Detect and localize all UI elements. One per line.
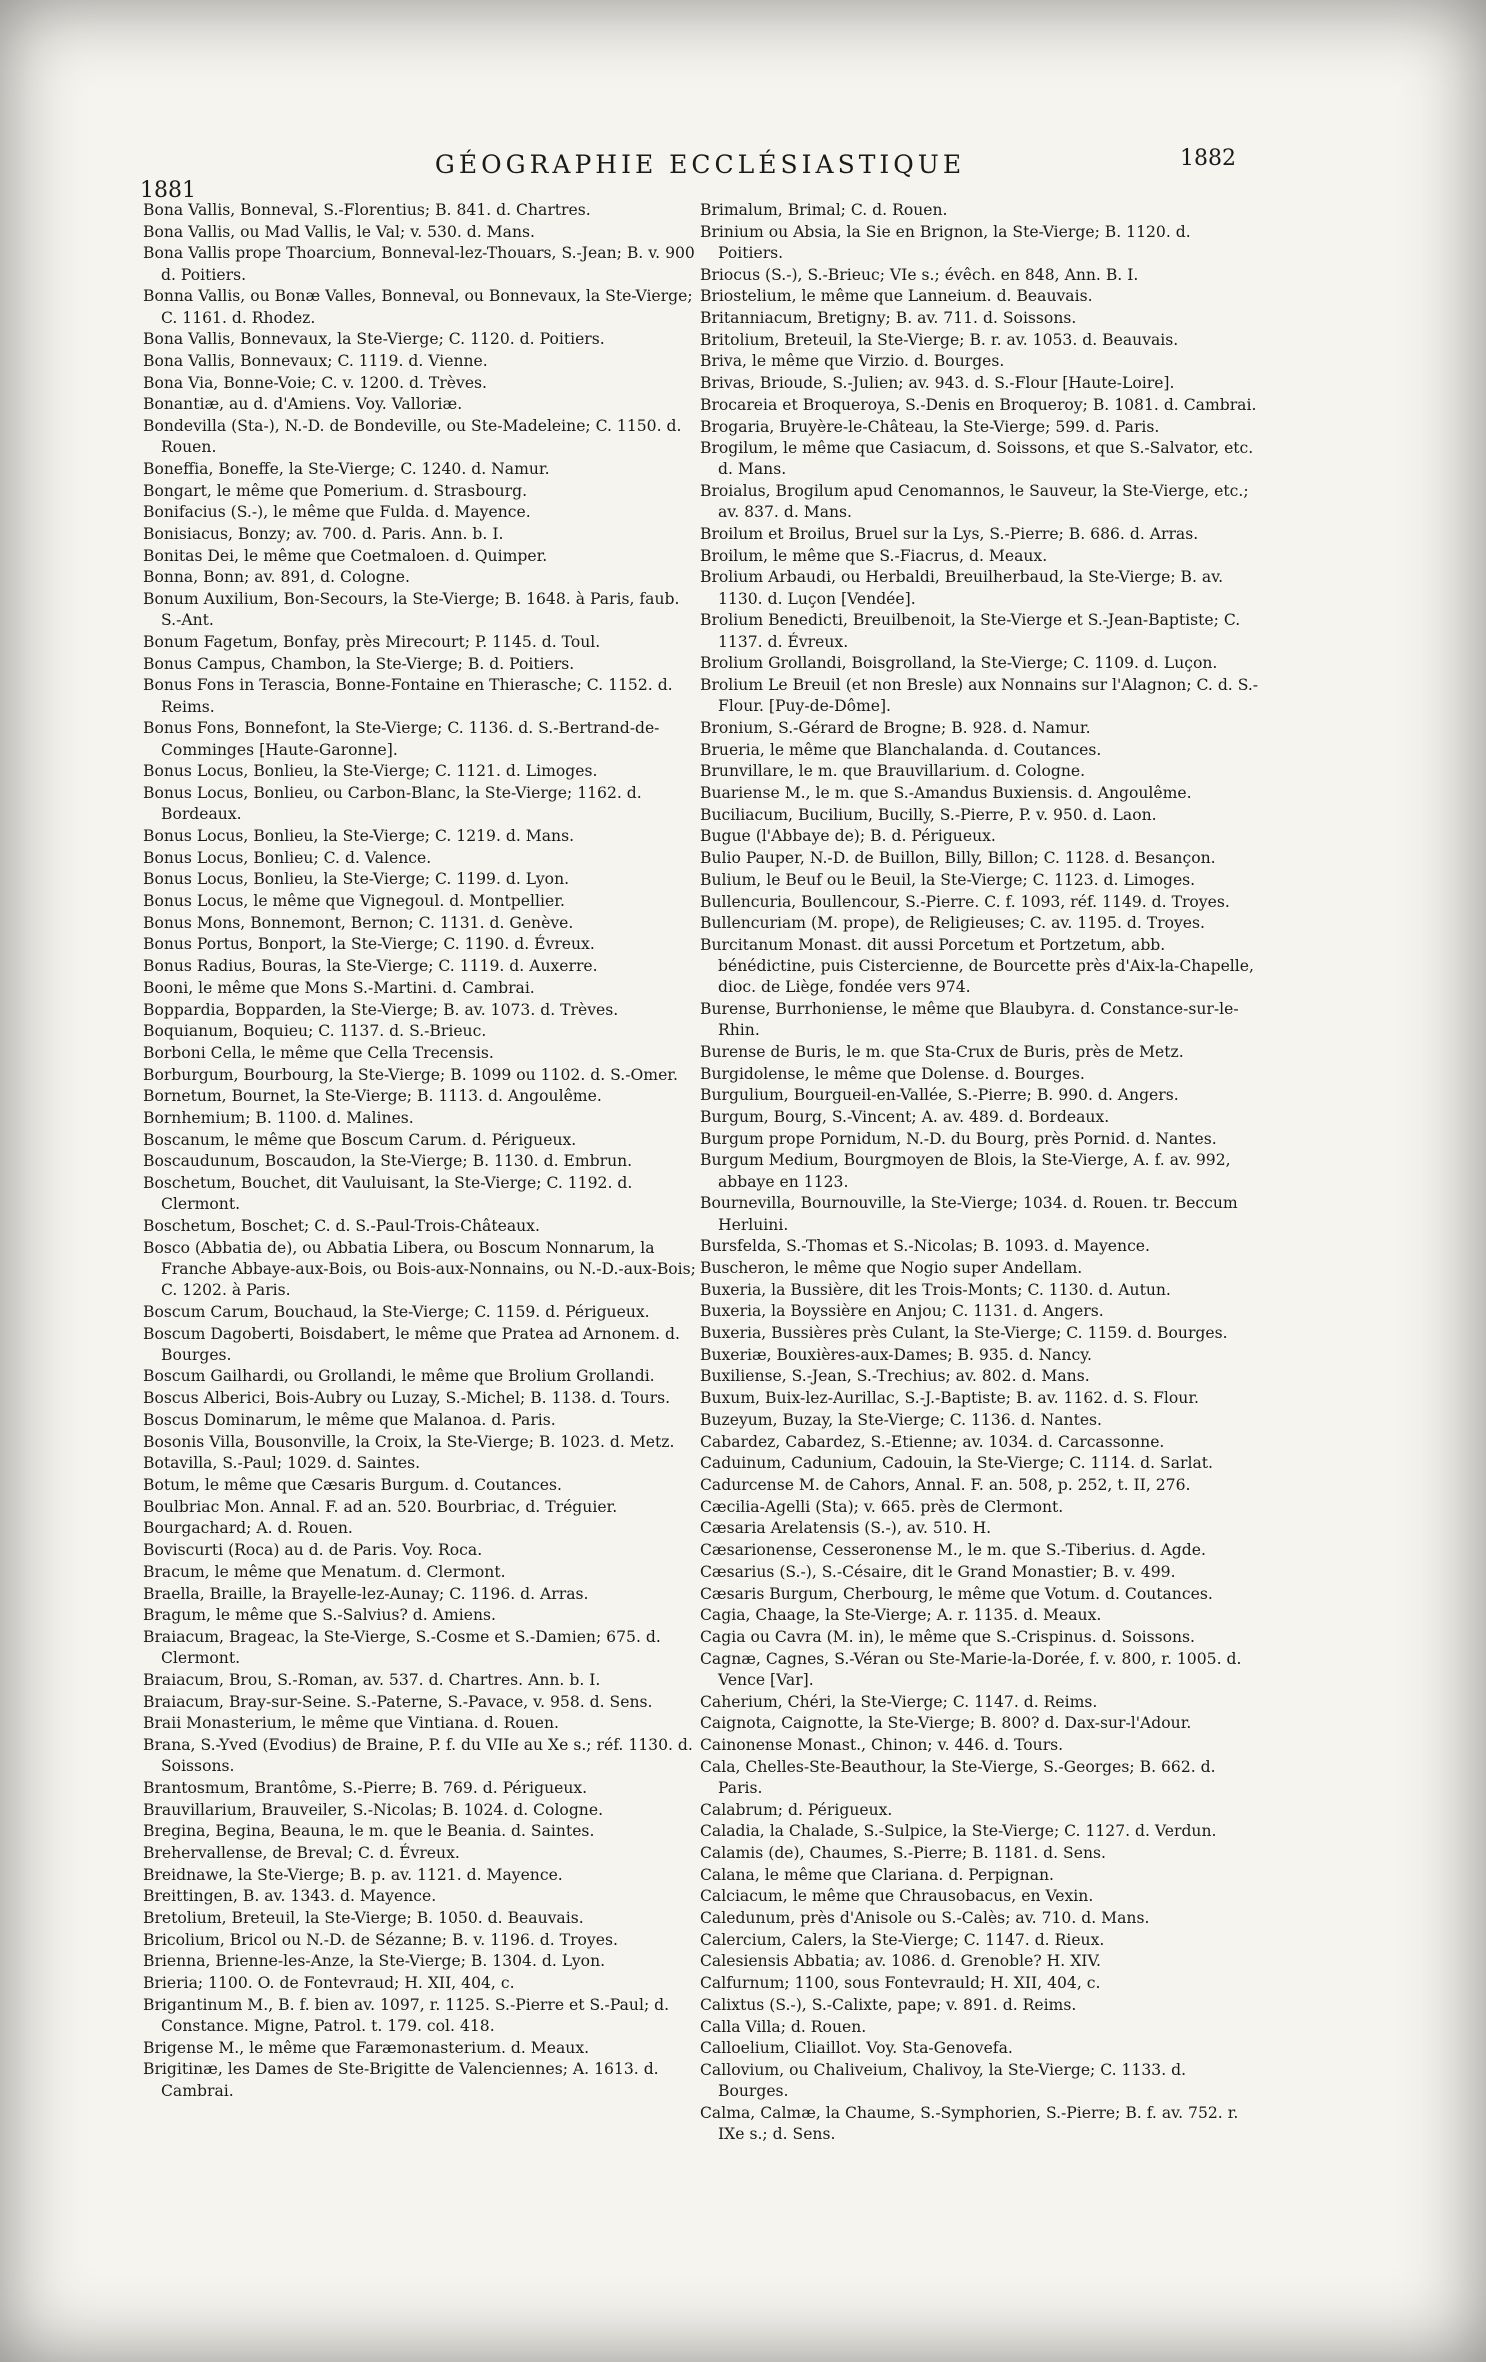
- dictionary-entry: Brinium ou Absia, la Sie en Brignon, la Ste-Vierge; B. 1120. d. Poitiers.: [700, 222, 1191, 262]
- dictionary-entry: Boscus Alberici, Bois-Aubry ou Luzay, S.-Michel; B. 1138. d. Tours.: [143, 1389, 671, 1408]
- dictionary-entry: Calabrum; d. Périgueux.: [700, 1800, 893, 1819]
- dictionary-entry: Braiacum, Brageac, la Ste-Vierge, S.-Cosme et S.-Damien; 675. d. Clermont.: [143, 1627, 661, 1668]
- dictionary-entry: Buxeria, la Bussière, dit les Trois-Monts; C. 1130. d. Autun.: [700, 1280, 1171, 1299]
- dictionary-entry: Bona Vallis, ou Mad Vallis, le Val; v. 530. d. Mans.: [143, 222, 535, 241]
- dictionary-entry: Borboni Cella, le même que Cella Trecensis.: [143, 1043, 494, 1062]
- dictionary-entry: Bonna, Bonn; av. 891, d. Cologne.: [143, 568, 410, 587]
- dictionary-entry: Bulio Pauper, N.-D. de Buillon, Billy, Billon; C. 1128. d. Besançon.: [700, 849, 1216, 868]
- dictionary-entry: Brienna, Brienne-les-Anze, la Ste-Vierge; B. 1304. d. Lyon.: [143, 1952, 606, 1971]
- dictionary-entry: Buxeria, la Boyssière en Anjou; C. 1131. d. Angers.: [700, 1302, 1104, 1321]
- dictionary-entry: Bullencuria, Boullencour, S.-Pierre. C. f. 1093, réf. 1149. d. Troyes.: [700, 892, 1230, 911]
- dictionary-entry: Bonus Fons in Terascia, Bonne-Fontaine en Thierasche; C. 1152. d. Reims.: [143, 676, 673, 716]
- dictionary-entry: Burgum Medium, Bourgmoyen de Blois, la Ste-Vierge, A. f. av. 992, abbaye en 1123.: [700, 1151, 1231, 1191]
- dictionary-entry: Cagia, Chaage, la Ste-Vierge; A. r. 1135. d. Meaux.: [700, 1606, 1102, 1625]
- dictionary-entry: Brieria; 1100. O. de Fontevraud; H. XII, 404, c.: [143, 1974, 515, 1993]
- dictionary-entry: Caladia, la Chalade, S.-Sulpice, la Ste-Vierge; C. 1127. d. Verdun.: [700, 1822, 1217, 1841]
- dictionary-entry: Boscum Carum, Bouchaud, la Ste-Vierge; C. 1159. d. Périgueux.: [143, 1302, 650, 1321]
- dictionary-entry: Bonus Fons, Bonnefont, la Ste-Vierge; C. 1136. d. S.-Bertrand-de-Comminges [Haute-Garonne].: [143, 719, 660, 759]
- dictionary-entry: Bonus Locus, Bonlieu, la Ste-Vierge; C. 1199. d. Lyon.: [143, 870, 570, 889]
- dictionary-entry: Braella, Braille, la Brayelle-lez-Aunay; C. 1196. d. Arras.: [143, 1584, 589, 1603]
- dictionary-entry: Buxeria, Bussières près Culant, la Ste-Vierge; C. 1159. d. Bourges.: [700, 1324, 1228, 1343]
- dictionary-entry: Bona Vallis, Bonnevaux; C. 1119. d. Vienne.: [143, 351, 488, 370]
- dictionary-entry: Britolium, Breteuil, la Ste-Vierge; B. r. av. 1053. d. Beauvais.: [700, 330, 1179, 349]
- dictionary-entry: Bursfelda, S.-Thomas et S.-Nicolas; B. 1093. d. Mayence.: [700, 1237, 1150, 1256]
- dictionary-entry: Buscheron, le même que Nogio super Andellam.: [700, 1258, 1083, 1277]
- dictionary-entry: Bregina, Begina, Beauna, le m. que le Beania. d. Saintes.: [143, 1822, 595, 1841]
- dictionary-entry: Burgum, Bourg, S.-Vincent; A. av. 489. d. Bordeaux.: [700, 1108, 1110, 1127]
- dictionary-entry: Buxum, Buix-lez-Aurillac, S.-J.-Baptiste; B. av. 1162. d. S. Flour.: [700, 1389, 1200, 1408]
- dictionary-entry: Cæcilia-Agelli (Sta); v. 665. près de Clermont.: [700, 1497, 1064, 1516]
- dictionary-entry: Brunvillare, le m. que Brauvillarium. d. Cologne.: [700, 762, 1086, 781]
- dictionary-entry: Bonantiæ, au d. d'Amiens. Voy. Valloriæ.: [143, 395, 463, 414]
- dictionary-entry: Bona Vallis, Bonneval, S.-Florentius; B. 841. d. Chartres.: [143, 201, 591, 219]
- dictionary-entry: Caduinum, Cadunium, Cadouin, la Ste-Vierge; C. 1114. d. Sarlat.: [700, 1454, 1213, 1473]
- dictionary-entry: Bonum Fagetum, Bonfay, près Mirecourt; P. 1145. d. Toul.: [143, 633, 601, 652]
- dictionary-entry: Cabardez, Cabardez, S.-Etienne; av. 1034. d. Carcassonne.: [700, 1432, 1165, 1451]
- dictionary-entry: Briostelium, le même que Lanneium. d. Beauvais.: [700, 287, 1093, 306]
- dictionary-entry: Boviscurti (Roca) au d. de Paris. Voy. Roca.: [143, 1541, 483, 1560]
- dictionary-entry: Boscum Gailhardi, ou Grollandi, le même que Brolium Grollandi.: [143, 1367, 655, 1386]
- dictionary-entry: Bonisiacus, Bonzy; av. 700. d. Paris. Ann. b. I.: [143, 525, 504, 544]
- dictionary-entry: Bronium, S.-Gérard de Brogne; B. 928. d. Namur.: [700, 718, 1091, 737]
- dictionary-entry: Burgidolense, le même que Dolense. d. Bourges.: [700, 1064, 1085, 1083]
- dictionary-entry: Bosco (Abbatia de), ou Abbatia Libera, ou Boscum Nonnarum, la Franche Abbaye-aux-Bois, ou Bois-aux-Nonnains, ou N.-D.-aux-Bois; C. 1202. à Paris.: [143, 1238, 696, 1300]
- dictionary-entry: Calercium, Calers, la Ste-Vierge; C. 1147. d. Rieux.: [700, 1930, 1105, 1949]
- dictionary-entry: Bondevilla (Sta-), N.-D. de Bondeville, ou Ste-Madeleine; C. 1150. d. Rouen.: [143, 417, 682, 457]
- dictionary-entry: Buxiliense, S.-Jean, S.-Trechius; av. 802. d. Mans.: [700, 1367, 1090, 1386]
- dictionary-entry: Boschetum, Bouchet, dit Vauluisant, la Ste-Vierge; C. 1192. d. Clermont.: [143, 1174, 633, 1214]
- dictionary-entry: Brigense M., le même que Faræmonasterium. d. Meaux.: [143, 2038, 590, 2057]
- dictionary-entry: Broilum et Broilus, Bruel sur la Lys, S.-Pierre; B. 686. d. Arras.: [700, 525, 1199, 544]
- dictionary-entry: Boscaudunum, Boscaudon, la Ste-Vierge; B. 1130. d. Embrun.: [143, 1152, 633, 1171]
- dictionary-entry: Broialus, Brogilum apud Cenomannos, le Sauveur, la Ste-Vierge, etc.; av. 837. d. Mans.: [700, 482, 1249, 522]
- dictionary-entry: Brana, S.-Yved (Evodius) de Braine, P. f. du VIIe au Xe s.; réf. 1130. d. Soissons.: [143, 1735, 693, 1776]
- dictionary-entry: Botavilla, S.-Paul; 1029. d. Saintes.: [143, 1454, 421, 1473]
- dictionary-entry: Brogaria, Bruyère-le-Château, la Ste-Vierge; 599. d. Paris.: [700, 417, 1160, 436]
- dictionary-entry: Brolium Grollandi, Boisgrolland, la Ste-Vierge; C. 1109. d. Luçon.: [700, 654, 1218, 673]
- dictionary-entry: Bracum, le même que Menatum. d. Clermont.: [143, 1562, 506, 1581]
- dictionary-entry: Brolium Benedicti, Breuilbenoit, la Ste-Vierge et S.-Jean-Baptiste; C. 1137. d. Évreux.: [700, 611, 1241, 651]
- dictionary-entry: Brantosmum, Brantôme, S.-Pierre; B. 769. d. Périgueux.: [143, 1778, 588, 1797]
- dictionary-entry: Bornhemium; B. 1100. d. Malines.: [143, 1109, 414, 1128]
- dictionary-entry: Boneffia, Boneffe, la Ste-Vierge; C. 1240. d. Namur.: [143, 459, 550, 478]
- dictionary-entry: Bonum Auxilium, Bon-Secours, la Ste-Vierge; B. 1648. à Paris, faub. S.-Ant.: [143, 590, 680, 630]
- dictionary-entry: Brigantinum M., B. f. bien av. 1097, r. 1125. S.-Pierre et S.-Paul; d. Constance. Migne, Patrol. t. 179. col. 418.: [143, 1995, 670, 2036]
- dictionary-entry: Breittingen, B. av. 1343. d. Mayence.: [143, 1887, 437, 1906]
- dictionary-entry: Brehervallense, de Breval; C. d. Évreux.: [143, 1843, 460, 1862]
- dictionary-entry: Calma, Calmæ, la Chaume, S.-Symphorien, S.-Pierre; B. f. av. 752. r. IXe s.; d. Sens.: [700, 2103, 1239, 2144]
- dictionary-entry: Calana, le même que Clariana. d. Perpignan.: [700, 1865, 1055, 1884]
- dictionary-entry: Caledunum, près d'Anisole ou S.-Calès; av. 710. d. Mans.: [700, 1909, 1150, 1928]
- dictionary-entry: Boppardia, Bopparden, la Ste-Vierge; B. av. 1073. d. Trèves.: [143, 1000, 619, 1019]
- dictionary-entry: Bonus Campus, Chambon, la Ste-Vierge; B. d. Poitiers.: [143, 654, 575, 673]
- dictionary-entry: Bretolium, Breteuil, la Ste-Vierge; B. 1050. d. Beauvais.: [143, 1909, 584, 1928]
- dictionary-entry: Botum, le même que Cæsaris Burgum. d. Coutances.: [143, 1475, 562, 1494]
- dictionary-entry: Burense de Buris, le m. que Sta-Crux de Buris, près de Metz.: [700, 1042, 1184, 1061]
- dictionary-entry: Bonus Radius, Bouras, la Ste-Vierge; C. 1119. d. Auxerre.: [143, 957, 598, 976]
- dictionary-entry: Bonifacius (S.-), le même que Fulda. d. Mayence.: [143, 503, 531, 522]
- dictionary-entry: Callovium, ou Chaliveium, Chalivoy, la Ste-Vierge; C. 1133. d. Bourges.: [700, 2060, 1187, 2101]
- dictionary-entry: Braii Monasterium, le même que Vintiana. d. Rouen.: [143, 1714, 560, 1733]
- dictionary-entry: Burcitanum Monast. dit aussi Porcetum et Portzetum, abb. bénédictine, puis Cistercienne, de Bourcette près d'Aix-la-Chapelle, dioc. de Liège, fondée vers 974.: [700, 935, 1254, 997]
- dictionary-entry: Bullencuriam (M. prope), de Religieuses; C. av. 1195. d. Troyes.: [700, 914, 1205, 933]
- dictionary-entry: Bona Vallis, Bonnevaux, la Ste-Vierge; C. 1120. d. Poitiers.: [143, 330, 605, 349]
- dictionary-entry: Brivas, Brioude, S.-Julien; av. 943. d. S.-Flour [Haute-Loire].: [700, 374, 1175, 393]
- dictionary-entry: Bournevilla, Bournouville, la Ste-Vierge; 1034. d. Rouen. tr. Beccum Herluini.: [700, 1194, 1238, 1234]
- dictionary-entry: Briocus (S.-), S.-Brieuc; VIe s.; évêch. en 848, Ann. B. I.: [700, 265, 1139, 284]
- dictionary-entry: Booni, le même que Mons S.-Martini. d. Cambrai.: [143, 978, 535, 997]
- dictionary-entry: Cæsaris Burgum, Cherbourg, le même que Votum. d. Coutances.: [700, 1584, 1213, 1603]
- dictionary-entry: Buxeriæ, Bouxières-aux-Dames; B. 935. d. Nancy.: [700, 1345, 1092, 1364]
- dictionary-entry: Bonus Locus, Bonlieu; C. d. Valence.: [143, 848, 432, 867]
- dictionary-entry: Bragum, le même que S.-Salvius? d. Amiens.: [143, 1606, 496, 1625]
- dictionary-entry: Calla Villa; d. Rouen.: [700, 2017, 867, 2036]
- dictionary-entry: Boulbriac Mon. Annal. F. ad an. 520. Bourbriac, d. Tréguier.: [143, 1497, 618, 1516]
- dictionary-entry: Bona Vallis prope Thoarcium, Bonneval-lez-Thouars, S.-Jean; B. v. 900 d. Poitiers.: [143, 244, 695, 284]
- dictionary-entry: Bornetum, Bournet, la Ste-Vierge; B. 1113. d. Angoulême.: [143, 1087, 602, 1106]
- dictionary-entry: Brigitinæ, les Dames de Ste-Brigitte de Valenciennes; A. 1613. d. Cambrai.: [143, 2060, 659, 2100]
- dictionary-entry: Bonus Portus, Bonport, la Ste-Vierge; C. 1190. d. Évreux.: [143, 935, 595, 954]
- dictionary-entry: Bulium, le Beuf ou le Beuil, la Ste-Vierge; C. 1123. d. Limoges.: [700, 870, 1196, 889]
- dictionary-entry: Cainonense Monast., Chinon; v. 446. d. Tours.: [700, 1735, 1064, 1754]
- right-page-number: 1882: [1180, 146, 1236, 171]
- dictionary-entry: Boscum Dagoberti, Boisdabert, le même que Pratea ad Arnonem. d. Bourges.: [143, 1324, 680, 1364]
- dictionary-entry: Briva, le même que Virzio. d. Bourges.: [700, 352, 1005, 371]
- left-column: [143, 200, 698, 2102]
- dictionary-entry: Buciliacum, Bucilium, Bucilly, S.-Pierre, P. v. 950. d. Laon.: [700, 805, 1157, 824]
- dictionary-entry: Calesiensis Abbatia; av. 1086. d. Grenoble? H. XIV.: [700, 1952, 1101, 1971]
- dictionary-entry: Brueria, le même que Blanchalanda. d. Coutances.: [700, 740, 1102, 759]
- running-title: GÉOGRAPHIE ECCLÉSIASTIQUE: [434, 150, 966, 179]
- dictionary-entry: Britanniacum, Bretigny; B. av. 711. d. Soissons.: [700, 309, 1077, 328]
- dictionary-entry: Cæsarius (S.-), S.-Césaire, dit le Grand Monastier; B. v. 499.: [700, 1562, 1176, 1581]
- dictionary-entry: Calciacum, le même que Chrausobacus, en Vexin.: [700, 1887, 1094, 1906]
- dictionary-entry: Brogilum, le même que Casiacum, d. Soissons, et que S.-Salvator, etc. d. Mans.: [700, 439, 1254, 479]
- dictionary-entry: Braiacum, Bray-sur-Seine. S.-Paterne, S.-Pavace, v. 958. d. Sens.: [143, 1692, 653, 1711]
- dictionary-entry: Bonus Locus, Bonlieu, ou Carbon-Blanc, la Ste-Vierge; 1162. d. Bordeaux.: [143, 783, 642, 824]
- dictionary-entry: Brolium Arbaudi, ou Herbaldi, Breuilherbaud, la Ste-Vierge; B. av. 1130. d. Luçon [Vendée].: [700, 568, 1224, 608]
- dictionary-entry: Cala, Chelles-Ste-Beauthour, la Ste-Vierge, S.-Georges; B. 662. d. Paris.: [700, 1757, 1216, 1797]
- left-page-number: 1881: [140, 178, 196, 203]
- dictionary-entry: Brauvillarium, Brauveiler, S.-Nicolas; B. 1024. d. Cologne.: [143, 1800, 604, 1819]
- dictionary-entry: Bonus Locus, le même que Vignegoul. d. Montpellier.: [143, 892, 565, 910]
- dictionary-entry: Buariense M., le m. que S.-Amandus Buxiensis. d. Angoulême.: [700, 783, 1192, 802]
- dictionary-entry: Buzeyum, Buzay, la Ste-Vierge; C. 1136. d. Nantes.: [700, 1410, 1103, 1429]
- dictionary-entry: Bonitas Dei, le même que Coetmaloen. d. Quimper.: [143, 546, 548, 565]
- dictionary-entry: Caignota, Caignotte, la Ste-Vierge; B. 800? d. Dax-sur-l'Adour.: [700, 1714, 1192, 1733]
- dictionary-entry: Calixtus (S.-), S.-Calixte, pape; v. 891. d. Reims.: [700, 1995, 1077, 2014]
- dictionary-entry: Brimalum, Brimal; C. d. Rouen.: [700, 201, 948, 219]
- dictionary-entry: Bonus Locus, Bonlieu, la Ste-Vierge; C. 1121. d. Limoges.: [143, 762, 598, 781]
- dictionary-entry: Bricolium, Bricol ou N.-D. de Sézanne; B. v. 1196. d. Troyes.: [143, 1930, 618, 1949]
- dictionary-entry: Brocareia et Broqueroya, S.-Denis en Broqueroy; B. 1081. d. Cambrai.: [700, 395, 1257, 414]
- dictionary-entry: Bonus Locus, Bonlieu, la Ste-Vierge; C. 1219. d. Mans.: [143, 826, 575, 845]
- dictionary-entry: Bonus Mons, Bonnemont, Bernon; C. 1131. d. Genève.: [143, 913, 574, 932]
- dictionary-entry: Bona Via, Bonne-Voie; C. v. 1200. d. Trèves.: [143, 373, 488, 392]
- dictionary-entry: Calloelium, Cliaillot. Voy. Sta-Genovefa.: [700, 2039, 1013, 2058]
- dictionary-entry: Cæsarionense, Cesseronense M., le m. que S.-Tiberius. d. Agde.: [700, 1541, 1206, 1560]
- dictionary-entry: Cagnæ, Cagnes, S.-Véran ou Ste-Marie-la-Dorée, f. v. 800, r. 1005. d. Vence [Var].: [700, 1649, 1242, 1689]
- dictionary-entry: Burense, Burrhoniense, le même que Blaubyra. d. Constance-sur-le-Rhin.: [700, 1000, 1239, 1040]
- dictionary-entry: Cagia ou Cavra (M. in), le même que S.-Crispinus. d. Soissons.: [700, 1627, 1195, 1646]
- dictionary-entry: Bugue (l'Abbaye de); B. d. Périgueux.: [700, 827, 996, 846]
- dictionary-entry: Borburgum, Bourbourg, la Ste-Vierge; B. 1099 ou 1102. d. S.-Omer.: [143, 1065, 678, 1084]
- dictionary-entry: Bongart, le même que Pomerium. d. Strasbourg.: [143, 481, 528, 500]
- dictionary-entry: Boscanum, le même que Boscum Carum. d. Périgueux.: [143, 1130, 577, 1149]
- dictionary-entry: Boquianum, Boquieu; C. 1137. d. S.-Brieuc.: [143, 1022, 487, 1041]
- dictionary-entry: Burgum prope Pornidum, N.-D. du Bourg, près Pornid. d. Nantes.: [700, 1129, 1217, 1148]
- dictionary-entry: Cadurcense M. de Cahors, Annal. F. an. 508, p. 252, t. II, 276.: [700, 1475, 1191, 1494]
- dictionary-entry: Caherium, Chéri, la Ste-Vierge; C. 1147. d. Reims.: [700, 1692, 1098, 1711]
- dictionary-entry: Brolium Le Breuil (et non Bresle) aux Nonnains sur l'Alagnon; C. d. S.-Flour. [Puy-de-Dôme].: [700, 675, 1259, 716]
- dictionary-entry: Bosonis Villa, Bousonville, la Croix, la Ste-Vierge; B. 1023. d. Metz.: [143, 1432, 675, 1451]
- dictionary-entry: Boscus Dominarum, le même que Malanoa. d. Paris.: [143, 1410, 556, 1429]
- dictionary-entry: Burgulium, Bourgueil-en-Vallée, S.-Pierre; B. 990. d. Angers.: [700, 1086, 1179, 1105]
- dictionary-entry: Braiacum, Brou, S.-Roman, av. 537. d. Chartres. Ann. b. I.: [143, 1670, 601, 1689]
- dictionary-entry: Boschetum, Boschet; C. d. S.-Paul-Trois-Châteaux.: [143, 1217, 540, 1236]
- dictionary-entry: Calfurnum; 1100, sous Fontevrauld; H. XII, 404, c.: [700, 1974, 1101, 1993]
- dictionary-entry: Bourgachard; A. d. Rouen.: [143, 1519, 353, 1538]
- right-column: [700, 200, 1260, 2146]
- dictionary-entry: Breidnawe, la Ste-Vierge; B. p. av. 1121. d. Mayence.: [143, 1865, 563, 1884]
- dictionary-entry: Cæsaria Arelatensis (S.-), av. 510. H.: [700, 1519, 992, 1538]
- dictionary-entry: Bonna Vallis, ou Bonæ Valles, Bonneval, ou Bonnevaux, la Ste-Vierge; C. 1161. d. Rhodez.: [143, 287, 693, 327]
- dictionary-entry: Calamis (de), Chaumes, S.-Pierre; B. 1181. d. Sens.: [700, 1843, 1106, 1862]
- dictionary-entry: Broilum, le même que S.-Fiacrus, d. Meaux.: [700, 546, 1048, 565]
